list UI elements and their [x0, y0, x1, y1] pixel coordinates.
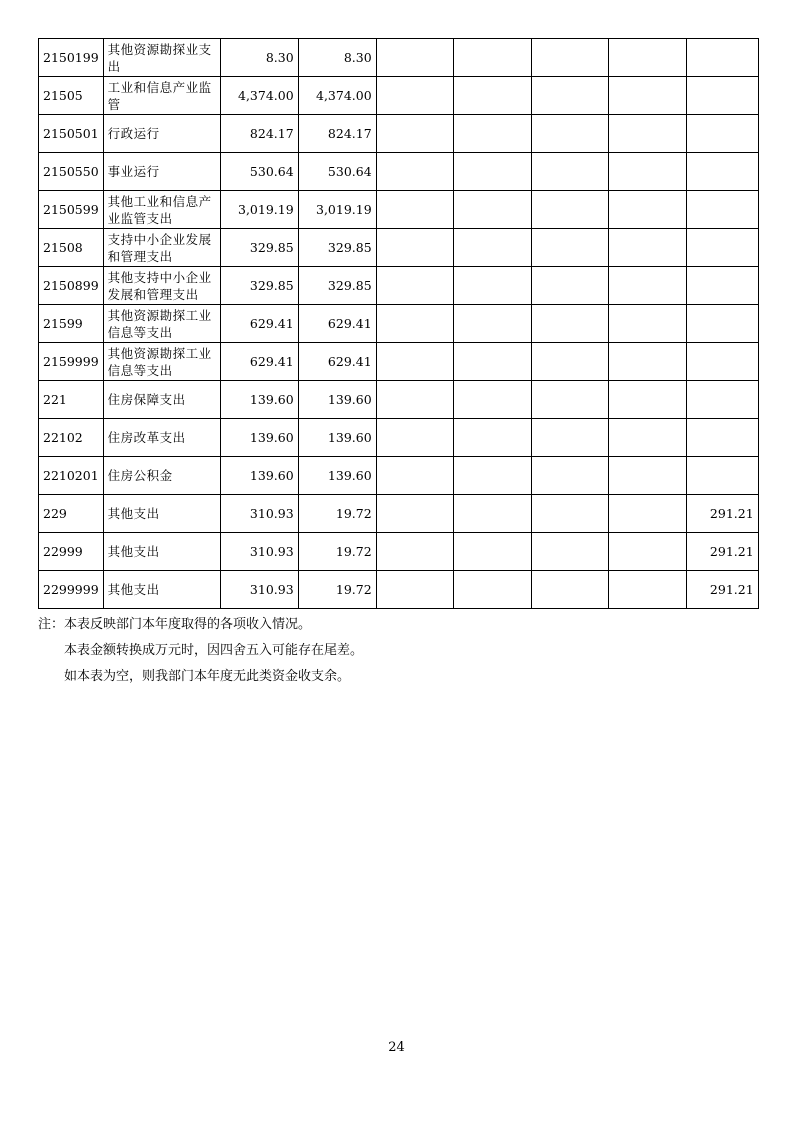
row-amount-col-4: [531, 381, 608, 419]
row-amount-col-4: [531, 571, 608, 609]
row-name-cell: [103, 39, 220, 77]
row-name: 住房改革支出: [107, 430, 186, 445]
row-code: 2210201: [39, 457, 104, 495]
row-amount-col-5: [608, 191, 686, 229]
row-amount-col-5: [608, 77, 686, 115]
row-amount-col-6: [686, 191, 758, 229]
row-amount-col-4: [531, 39, 608, 77]
row-total: 824.17: [220, 115, 298, 153]
row-name: 其他资源勘探工业信息等支出: [107, 307, 212, 340]
row-amount-col-3: [453, 495, 531, 533]
table-row: [39, 39, 759, 77]
row-total: 139.60: [220, 457, 298, 495]
row-name-cell: [103, 191, 220, 229]
row-amount-col-3: [453, 39, 531, 77]
row-name: 行政运行: [107, 126, 160, 141]
row-amount-col-1: 824.17: [298, 115, 376, 153]
row-amount-col-4: [531, 343, 608, 381]
row-amount-col-3: [453, 419, 531, 457]
table-row: [39, 571, 759, 609]
row-name-cell: [103, 115, 220, 153]
row-amount-col-1: 3,019.19: [298, 191, 376, 229]
row-amount-col-3: [453, 191, 531, 229]
row-amount-col-6: [686, 39, 758, 77]
table-row: [39, 77, 759, 115]
row-amount-col-3: [453, 533, 531, 571]
row-amount-col-2: [376, 39, 453, 77]
row-amount-col-5: [608, 419, 686, 457]
row-amount-col-4: [531, 457, 608, 495]
row-amount-col-2: [376, 77, 453, 115]
row-amount-col-1: 139.60: [298, 381, 376, 419]
row-amount-col-2: [376, 305, 453, 343]
row-amount-col-6: [686, 77, 758, 115]
row-name-cell: [103, 153, 220, 191]
row-total: 3,019.19: [220, 191, 298, 229]
row-name: 支持中小企业发展和管理支出: [107, 231, 212, 264]
row-amount-col-3: [453, 115, 531, 153]
row-amount-col-6: [686, 153, 758, 191]
row-name-cell: [103, 229, 220, 267]
row-amount-col-3: [453, 571, 531, 609]
row-total: 8.30: [220, 39, 298, 77]
row-name-cell: [103, 381, 220, 419]
table-row: [39, 305, 759, 343]
row-code: 2150599: [39, 191, 104, 229]
table-row: [39, 115, 759, 153]
row-amount-col-1: 329.85: [298, 267, 376, 305]
row-amount-col-6: [686, 267, 758, 305]
row-code: 2150199: [39, 39, 104, 77]
row-code: 2299999: [39, 571, 104, 609]
row-code: 2159999: [39, 343, 104, 381]
row-amount-col-6: [686, 419, 758, 457]
row-amount-col-5: [608, 229, 686, 267]
row-amount-col-6: 291.21: [686, 495, 758, 533]
row-amount-col-5: [608, 343, 686, 381]
row-amount-col-2: [376, 419, 453, 457]
row-amount-col-2: [376, 191, 453, 229]
row-name: 事业运行: [107, 164, 160, 179]
row-total: 310.93: [220, 533, 298, 571]
row-amount-col-5: [608, 39, 686, 77]
row-name: 其他资源勘探工业信息等支出: [107, 345, 212, 378]
row-code: 221: [39, 381, 104, 419]
row-total: 310.93: [220, 495, 298, 533]
page-number: 24: [388, 1040, 405, 1055]
row-amount-col-2: [376, 533, 453, 571]
table-row: [39, 191, 759, 229]
row-amount-col-5: [608, 533, 686, 571]
row-amount-col-2: [376, 571, 453, 609]
row-amount-col-5: [608, 153, 686, 191]
row-amount-col-5: [608, 305, 686, 343]
row-amount-col-3: [453, 267, 531, 305]
row-total: 629.41: [220, 305, 298, 343]
row-total: 310.93: [220, 571, 298, 609]
row-amount-col-6: [686, 381, 758, 419]
row-amount-col-4: [531, 115, 608, 153]
row-amount-col-2: [376, 229, 453, 267]
row-code: 21599: [39, 305, 104, 343]
row-amount-col-6: [686, 305, 758, 343]
row-amount-col-5: [608, 115, 686, 153]
row-amount-col-2: [376, 381, 453, 419]
row-amount-col-1: 329.85: [298, 229, 376, 267]
row-name: 其他支出: [107, 506, 160, 521]
row-amount-col-4: [531, 305, 608, 343]
row-amount-col-5: [608, 495, 686, 533]
table-row: [39, 267, 759, 305]
row-amount-col-5: [608, 571, 686, 609]
row-name: 住房公积金: [107, 468, 173, 483]
row-total: 139.60: [220, 381, 298, 419]
row-name: 工业和信息产业监管: [107, 79, 212, 112]
row-amount-col-4: [531, 77, 608, 115]
row-amount-col-1: 629.41: [298, 343, 376, 381]
table-row: [39, 457, 759, 495]
row-amount-col-1: 19.72: [298, 495, 376, 533]
table-notes: [38, 612, 363, 690]
row-amount-col-3: [453, 229, 531, 267]
table-row: [39, 153, 759, 191]
row-name-cell: [103, 571, 220, 609]
row-code: 22999: [39, 533, 104, 571]
row-amount-col-2: [376, 153, 453, 191]
row-amount-col-1: 530.64: [298, 153, 376, 191]
row-amount-col-1: 629.41: [298, 305, 376, 343]
row-name-cell: [103, 457, 220, 495]
row-amount-col-4: [531, 419, 608, 457]
row-amount-col-4: [531, 153, 608, 191]
row-amount-col-2: [376, 115, 453, 153]
row-name: 其他支出: [107, 582, 160, 597]
row-amount-col-6: 291.21: [686, 533, 758, 571]
table-row: [39, 495, 759, 533]
row-amount-col-1: 4,374.00: [298, 77, 376, 115]
row-amount-col-3: [453, 457, 531, 495]
row-code: 229: [39, 495, 104, 533]
budget-table: [38, 38, 759, 609]
row-amount-col-5: [608, 457, 686, 495]
row-amount-col-3: [453, 343, 531, 381]
row-name-cell: [103, 533, 220, 571]
row-name-cell: [103, 77, 220, 115]
row-amount-col-6: [686, 343, 758, 381]
row-code: 2150550: [39, 153, 104, 191]
row-amount-col-6: [686, 229, 758, 267]
row-total: 4,374.00: [220, 77, 298, 115]
row-amount-col-2: [376, 267, 453, 305]
row-name-cell: [103, 495, 220, 533]
table-row: [39, 229, 759, 267]
row-code: 21505: [39, 77, 104, 115]
row-amount-col-2: [376, 495, 453, 533]
row-code: 2150501: [39, 115, 104, 153]
row-amount-col-1: 19.72: [298, 533, 376, 571]
row-total: 629.41: [220, 343, 298, 381]
note-line-2: 本表金额转换成万元时，因四舍五入可能存在尾差。: [64, 643, 364, 658]
row-amount-col-5: [608, 381, 686, 419]
row-amount-col-1: 139.60: [298, 419, 376, 457]
row-amount-col-6: [686, 457, 758, 495]
row-amount-col-6: 291.21: [686, 571, 758, 609]
row-code: 21508: [39, 229, 104, 267]
table-row: [39, 419, 759, 457]
row-amount-col-4: [531, 191, 608, 229]
row-amount-col-1: 139.60: [298, 457, 376, 495]
row-name: 住房保障支出: [107, 392, 186, 407]
row-amount-col-1: 19.72: [298, 571, 376, 609]
table-body: [39, 39, 759, 609]
row-name-cell: [103, 343, 220, 381]
row-amount-col-4: [531, 267, 608, 305]
row-amount-col-4: [531, 495, 608, 533]
row-total: 530.64: [220, 153, 298, 191]
row-amount-col-5: [608, 267, 686, 305]
table-row: [39, 343, 759, 381]
table-row: [39, 381, 759, 419]
row-amount-col-1: 8.30: [298, 39, 376, 77]
row-amount-col-3: [453, 381, 531, 419]
row-name: 其他支出: [107, 544, 160, 559]
row-amount-col-6: [686, 115, 758, 153]
row-total: 329.85: [220, 229, 298, 267]
row-name-cell: [103, 305, 220, 343]
row-amount-col-3: [453, 153, 531, 191]
row-name: 其他工业和信息产业监管支出: [107, 193, 212, 226]
row-name-cell: [103, 419, 220, 457]
row-name-cell: [103, 267, 220, 305]
note-line-3: 如本表为空，则我部门本年度无此类资金收支余。: [64, 669, 351, 684]
row-amount-col-3: [453, 77, 531, 115]
row-total: 139.60: [220, 419, 298, 457]
row-amount-col-2: [376, 343, 453, 381]
row-amount-col-4: [531, 229, 608, 267]
row-amount-col-2: [376, 457, 453, 495]
row-amount-col-3: [453, 305, 531, 343]
row-amount-col-4: [531, 533, 608, 571]
note-line-1: 注：本表反映部门本年度取得的各项收入情况。: [38, 617, 312, 632]
row-code: 22102: [39, 419, 104, 457]
row-name: 其他资源勘探业支出: [107, 41, 212, 74]
table-row: [39, 533, 759, 571]
row-code: 2150899: [39, 267, 104, 305]
row-total: 329.85: [220, 267, 298, 305]
row-name: 其他支持中小企业发展和管理支出: [107, 269, 212, 302]
